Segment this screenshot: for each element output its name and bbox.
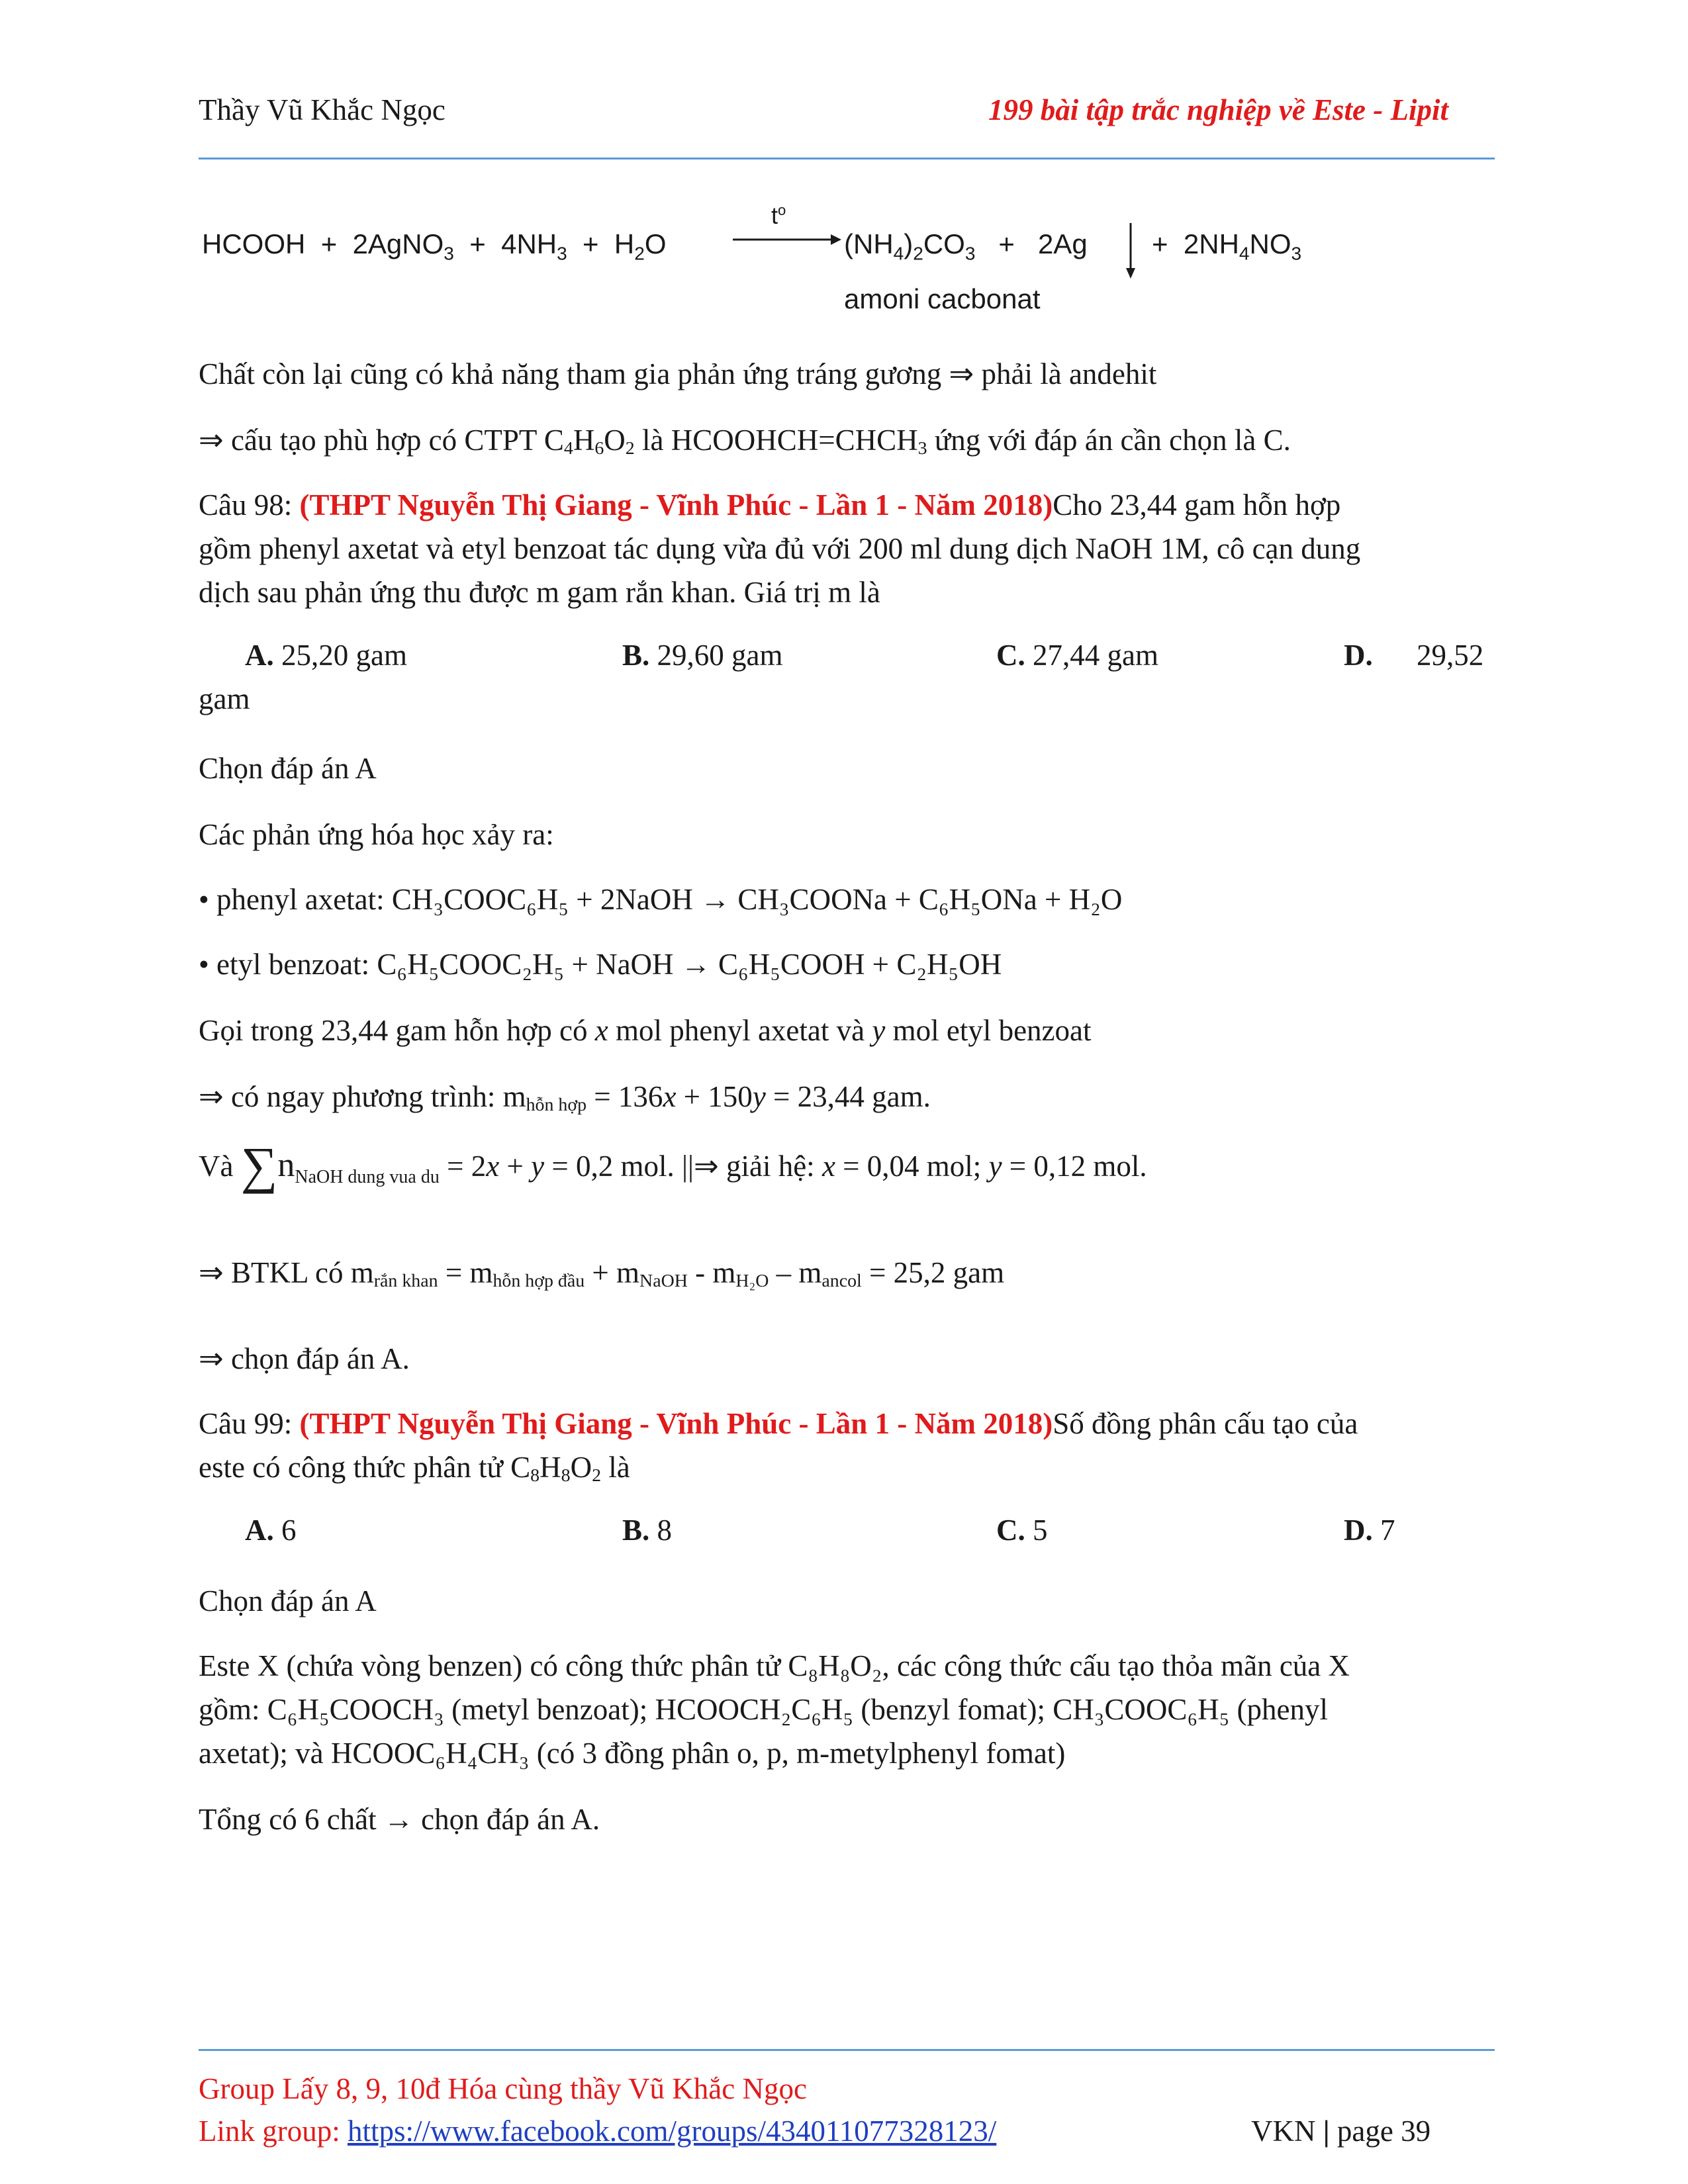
question-98: Câu 98: (THPT Nguyễn Thị Giang - Vĩnh Phúc - Lần 1 - Năm 2018)Cho 23,44 gam hỗn hợp gồm phenyl axetat và etyl benzoat tác dụng vừa đủ với 200 ml dung dịch NaOH 1M, cô cạn dung dịch sau phản ứng thu được m gam rắn khan. Giá trị m là — [199, 488, 1361, 609]
header-author: Thầy Vũ Khắc Ngọc — [199, 93, 445, 126]
question-99: Câu 99: (THPT Nguyễn Thị Giang - Vĩnh Phúc - Lần 1 - Năm 2018)Số đồng phân cấu tạo của este có công thức phân tử $C_8H_8O_2$ là — [199, 1407, 1358, 1486]
q98-option-b[interactable]: B. 29,60 gam — [622, 639, 783, 672]
line-andehit: Chất còn lại cũng có khả năng tham gia phản ứng tráng gương ⇒ phải là andehit — [199, 357, 1157, 390]
q98-btkl: ⇒ BTKL có $m_{rắn khan} = m_{hỗn hợp đầu} + m_{NaOH} - m_{H_2O} - m_{ancol} = 25,2$ gam — [199, 1256, 1005, 1292]
q98-let: Gọi trong 23,44 gam hỗn hợp có x mol phenyl axetat và y mol etyl benzoat — [199, 1014, 1092, 1047]
precipitate-arrow-icon — [1124, 222, 1137, 281]
eq-products-2: + $2NH_4NO_3$ — [1152, 228, 1302, 264]
q99-explanation: Este X (chứa vòng benzen) có công thức phân tử C₈H₈O₂, các công thức cấu tạo thỏa mãn của X gồm: C₆H₅COOCH₃ (metyl benzoat); HCOOCH₂C₆H₅ (benzyl fomat); CH₃COOC₆H₅ (phenyl axetat); và HCOOC₆H₄CH₃ (có 3 đồng phân o, p, m-metylphenyl fomat) — [199, 1649, 1350, 1770]
q98-equation-naoh: Và $\sum n_{NaOH dung vua du} = 2x + y = 0,2$ mol. ||⇒ giải hệ: x = 0,04 mol; y = 0,12 mol. — [199, 1136, 1147, 1194]
footer-group: Group Lấy 8, 9, 10đ Hóa cùng thầy Vũ Khắc Ngọc — [199, 2072, 807, 2105]
q98-answer: Chọn đáp án A — [199, 752, 377, 785]
q98-option-a[interactable]: A. 25,20 gam — [245, 639, 407, 672]
footer-rule — [199, 2049, 1495, 2051]
q99-final: Tổng có 6 chất → chọn đáp án A. — [199, 1803, 600, 1836]
q99-answer: Chọn đáp án A — [199, 1584, 377, 1617]
q98-option-c[interactable]: C. 27,44 gam — [996, 639, 1158, 672]
q99-option-d[interactable]: D. 7 — [1344, 1514, 1395, 1547]
q99-option-a[interactable]: A. 6 — [245, 1514, 297, 1547]
eq-note: amoni cacbonat — [844, 283, 1041, 314]
eq-condition: $t^o$ — [771, 202, 786, 229]
eq-products: $(NH_4)_2CO_3$ + 2Ag — [844, 228, 1088, 264]
q98-reaction-2: • etyl benzoat: C₆H₅COOC₂H₅ + NaOH → C₆H₅COOH + C₂H₅OH — [199, 948, 1002, 981]
footer-link[interactable]: https://www.facebook.com/groups/434011077328123/ — [347, 2115, 997, 2148]
q98-reaction-1: • phenyl axetat: CH₃COOC₆H₅ + 2NaOH → CH₃COONa + C₆H₅ONa + H₂O — [199, 883, 1123, 916]
q98-option-d[interactable]: D. — [1344, 639, 1373, 672]
reaction-arrow-icon — [731, 210, 844, 250]
q98-option-d-wrap: gam — [199, 682, 250, 715]
header-rule — [199, 158, 1495, 159]
header-title: 199 bài tập trắc nghiệp về Este - Lipit — [988, 93, 1448, 126]
footer-link-row: Link group: https://www.facebook.com/groups/434011077328123/ — [199, 2115, 997, 2148]
line-formula: ⇒ cấu tạo phù hợp có CTPT $C_4H_6O_2$ là $HCOOHCH=CHCH_3$ ứng với đáp án cần chọn là C. — [199, 424, 1291, 459]
q99-option-c[interactable]: C. 5 — [996, 1514, 1048, 1547]
eq-reactants: HCOOH + 2AgNO$_3$ + $4NH_3 + H_2O$ — [202, 228, 667, 264]
q98-final: ⇒ chọn đáp án A. — [199, 1342, 410, 1375]
q99-option-b[interactable]: B. 8 — [622, 1514, 673, 1547]
q98-equation-mass: ⇒ có ngay phương trình: $m_{hỗn hợp} = 136x + 150y = 23,44$ gam. — [199, 1080, 931, 1116]
footer-page-info: VKN | page 39 — [1251, 2115, 1431, 2148]
q98-option-d-text: 29,52 — [1417, 639, 1484, 672]
q98-intro: Các phản ứng hóa học xảy ra: — [199, 818, 554, 851]
